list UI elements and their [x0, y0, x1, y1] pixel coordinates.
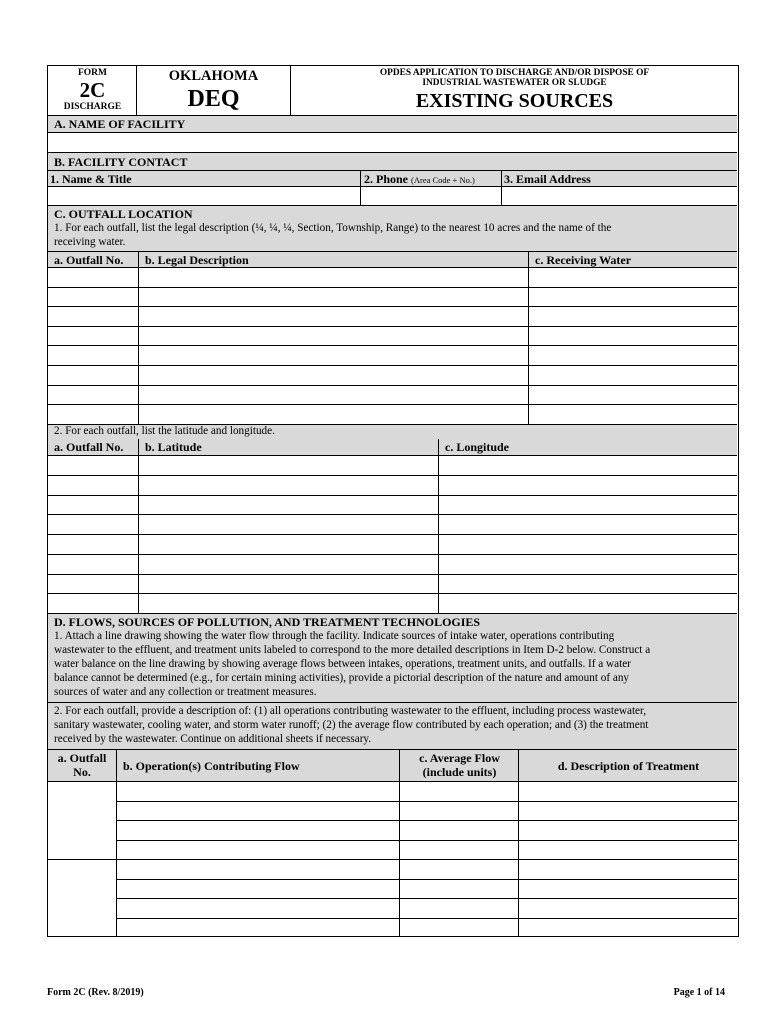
section-c-item1: [48, 221, 737, 251]
facility-name-field[interactable]: [48, 132, 737, 152]
legal-outfall-no-cell[interactable]: [48, 345, 138, 365]
treatment-cell[interactable]: [518, 801, 737, 821]
average-flow-cell[interactable]: [399, 898, 518, 918]
longitude-cell[interactable]: [438, 514, 737, 534]
flows-col-treatment: d. Description of Treatment: [557, 759, 700, 773]
latitude-cell[interactable]: [138, 574, 438, 594]
longitude-cell[interactable]: [438, 534, 737, 554]
latlong-outfall-no-cell[interactable]: [48, 455, 138, 475]
operation-cell[interactable]: [116, 918, 399, 938]
name-title-label: 1. Name & Title: [50, 172, 132, 186]
longitude-cell[interactable]: [438, 495, 737, 515]
form-number: 2C: [79, 78, 106, 102]
phone-label-cell: [360, 171, 501, 187]
latlong-col-latitude: b. Latitude: [145, 440, 202, 454]
latlong-col-longitude-cell: [438, 439, 737, 455]
legal-description-cell[interactable]: [138, 404, 528, 424]
email-field[interactable]: [501, 186, 737, 205]
average-flow-cell[interactable]: [399, 879, 518, 899]
name-title-field[interactable]: [48, 186, 360, 205]
legal-col-receiving: c. Receiving Water: [535, 253, 632, 267]
section-a-heading: A. NAME OF FACILITY: [54, 117, 186, 131]
average-flow-cell[interactable]: [399, 859, 518, 879]
form-label: FORM: [77, 68, 108, 78]
form-type: DISCHARGE: [63, 102, 122, 112]
flows-col-operations-cell: [116, 750, 399, 782]
longitude-cell[interactable]: [438, 593, 737, 613]
application-title-box: [291, 66, 738, 115]
operation-cell[interactable]: [116, 801, 399, 821]
average-flow-cell[interactable]: [399, 918, 518, 938]
treatment-cell[interactable]: [518, 840, 737, 860]
latitude-cell[interactable]: [138, 514, 438, 534]
operation-cell[interactable]: [116, 781, 399, 801]
latlong-outfall-no-cell[interactable]: [48, 475, 138, 495]
section-b-header: [48, 152, 737, 170]
legal-outfall-no-cell[interactable]: [48, 385, 138, 405]
legal-col-legal-cell: [138, 252, 528, 268]
treatment-cell[interactable]: [518, 859, 737, 879]
agency-name: DEQ: [187, 86, 240, 112]
treatment-cell[interactable]: [518, 781, 737, 801]
receiving-water-cell[interactable]: [528, 267, 737, 287]
longitude-cell[interactable]: [438, 554, 737, 574]
section-c-header: [48, 205, 737, 221]
receiving-water-cell[interactable]: [528, 287, 737, 307]
average-flow-cell[interactable]: [399, 820, 518, 840]
flows-col-outfall: a. Outfall No.: [57, 751, 107, 779]
legal-description-cell[interactable]: [138, 365, 528, 385]
legal-description-cell[interactable]: [138, 287, 528, 307]
form-page: [47, 65, 739, 937]
latlong-outfall-no-cell[interactable]: [48, 593, 138, 613]
section-c-item1-line1: 1. For each outfall, list the legal description (¼, ¼, ¼, Section, Township, Range) to the nearest 10 acres and the name of the: [54, 222, 612, 234]
legal-outfall-no-cell[interactable]: [48, 306, 138, 326]
latitude-cell[interactable]: [138, 593, 438, 613]
section-d-item2: [48, 702, 737, 749]
latitude-cell[interactable]: [138, 495, 438, 515]
receiving-water-cell[interactable]: [528, 365, 737, 385]
latlong-outfall-no-cell[interactable]: [48, 574, 138, 594]
section-c-item2: [48, 424, 737, 439]
legal-table-header: [48, 251, 737, 267]
phone-label: 2. Phone (Area Code + No.): [364, 172, 475, 186]
legal-description-cell[interactable]: [138, 326, 528, 346]
legal-outfall-no-cell[interactable]: [48, 365, 138, 385]
section-d-item2-line: 2. For each outfall, provide a description of: (1) all operations contributing wastewater to the effluent, including process wastewater,: [54, 705, 647, 717]
flows-col-treatment-cell: [518, 750, 737, 782]
phone-hint: (Area Code + No.): [411, 175, 475, 185]
legal-description-cell[interactable]: [138, 306, 528, 326]
receiving-water-cell[interactable]: [528, 326, 737, 346]
section-d-item1-line: wastewater to the effluent, and treatment units labeled to correspond to the more detailed descriptions in Item D-2 below. Construct a: [54, 644, 651, 656]
state-name: OKLAHOMA: [168, 68, 259, 84]
flows-col-average-cell: [399, 750, 518, 782]
treatment-cell[interactable]: [518, 918, 737, 938]
section-d-item1-line: water balance on the line drawing by showing average flows between intakes, operations, treatment units, and outfalls. If a water: [54, 658, 631, 670]
receiving-water-cell[interactable]: [528, 404, 737, 424]
treatment-cell[interactable]: [518, 820, 737, 840]
phone-field[interactable]: [360, 186, 501, 205]
latitude-cell[interactable]: [138, 455, 438, 475]
latlong-table-header: [48, 439, 737, 455]
footer-page-number: Page 1 of 14: [673, 987, 725, 998]
flows-outfall-no-cell[interactable]: [48, 781, 116, 859]
email-label-cell: [501, 171, 737, 187]
legal-description-cell[interactable]: [138, 267, 528, 287]
operation-cell[interactable]: [116, 859, 399, 879]
section-d-item1: [48, 629, 737, 702]
average-flow-cell[interactable]: [399, 840, 518, 860]
receiving-water-cell[interactable]: [528, 306, 737, 326]
legal-outfall-no-cell[interactable]: [48, 267, 138, 287]
average-flow-cell[interactable]: [399, 781, 518, 801]
longitude-cell[interactable]: [438, 574, 737, 594]
email-label: 3. Email Address: [504, 172, 591, 186]
section-d-item1-line: 1. Attach a line drawing showing the water flow through the facility. Indicate sources of intake water, operations contributing: [54, 630, 615, 642]
operation-cell[interactable]: [116, 840, 399, 860]
form-id-box: [48, 66, 137, 115]
page-title: EXISTING SOURCES: [415, 90, 614, 112]
latitude-cell[interactable]: [138, 534, 438, 554]
legal-col-receiving-cell: [528, 252, 737, 268]
application-line-2: INDUSTRIAL WASTEWATER OR SLUDGE: [422, 78, 607, 88]
latitude-cell[interactable]: [138, 554, 438, 574]
legal-col-legal: b. Legal Description: [145, 253, 249, 267]
contact-labels-row: [48, 170, 737, 186]
latlong-col-outfall: a. Outfall No.: [54, 440, 124, 454]
flows-col-average: c. Average Flow (include units): [419, 751, 500, 779]
flows-table-header: [48, 749, 737, 781]
receiving-water-cell[interactable]: [528, 385, 737, 405]
footer-form-revision: Form 2C (Rev. 8/2019): [47, 987, 144, 998]
section-c-item1-line2: receiving water.: [54, 236, 126, 248]
operation-cell[interactable]: [116, 898, 399, 918]
section-d-heading: D. FLOWS, SOURCES OF POLLUTION, AND TREATMENT TECHNOLOGIES: [54, 615, 481, 629]
treatment-cell[interactable]: [518, 898, 737, 918]
section-b-heading: B. FACILITY CONTACT: [54, 155, 188, 169]
treatment-cell[interactable]: [518, 879, 737, 899]
latlong-col-longitude: c. Longitude: [445, 440, 510, 454]
flows-col-operations: b. Operation(s) Contributing Flow: [123, 759, 300, 773]
latlong-outfall-no-cell[interactable]: [48, 554, 138, 574]
longitude-cell[interactable]: [438, 475, 737, 495]
operation-cell[interactable]: [116, 820, 399, 840]
section-c-item2-text: 2. For each outfall, list the latitude and longitude.: [54, 425, 275, 437]
legal-outfall-no-cell[interactable]: [48, 326, 138, 346]
section-d-item2-line: received by the wastewater. Continue on additional sheets if necessary.: [54, 733, 372, 745]
section-c-heading: C. OUTFALL LOCATION: [54, 207, 193, 221]
receiving-water-cell[interactable]: [528, 345, 737, 365]
legal-description-cell[interactable]: [138, 385, 528, 405]
latitude-cell[interactable]: [138, 475, 438, 495]
latlong-outfall-no-cell[interactable]: [48, 534, 138, 554]
section-d-item1-line: balance cannot be determined (e.g., for certain mining activities), provide a pictorial description of the nature and amount of any: [54, 672, 630, 684]
latlong-outfall-no-cell[interactable]: [48, 514, 138, 534]
latlong-col-latitude-cell: [138, 439, 438, 455]
legal-col-outfall: a. Outfall No.: [54, 253, 124, 267]
legal-outfall-no-cell[interactable]: [48, 287, 138, 307]
legal-description-cell[interactable]: [138, 345, 528, 365]
longitude-cell[interactable]: [438, 455, 737, 475]
flows-outfall-no-cell[interactable]: [48, 859, 116, 937]
application-line-1: OPDES APPLICATION TO DISCHARGE AND/OR DISPOSE OF: [379, 68, 650, 78]
section-a-header: [48, 115, 737, 132]
operation-cell[interactable]: [116, 879, 399, 899]
legal-outfall-no-cell[interactable]: [48, 404, 138, 424]
agency-box: [137, 66, 291, 115]
section-d-item2-line: sanitary wastewater, cooling water, and storm water runoff; (2) the average flow contributed by each operation; and (3) the treatment: [54, 719, 649, 731]
latlong-outfall-no-cell[interactable]: [48, 495, 138, 515]
average-flow-cell[interactable]: [399, 801, 518, 821]
section-d-item1-line: sources of water and any collection or treatment measures.: [54, 686, 317, 698]
section-d-header: [48, 613, 737, 629]
